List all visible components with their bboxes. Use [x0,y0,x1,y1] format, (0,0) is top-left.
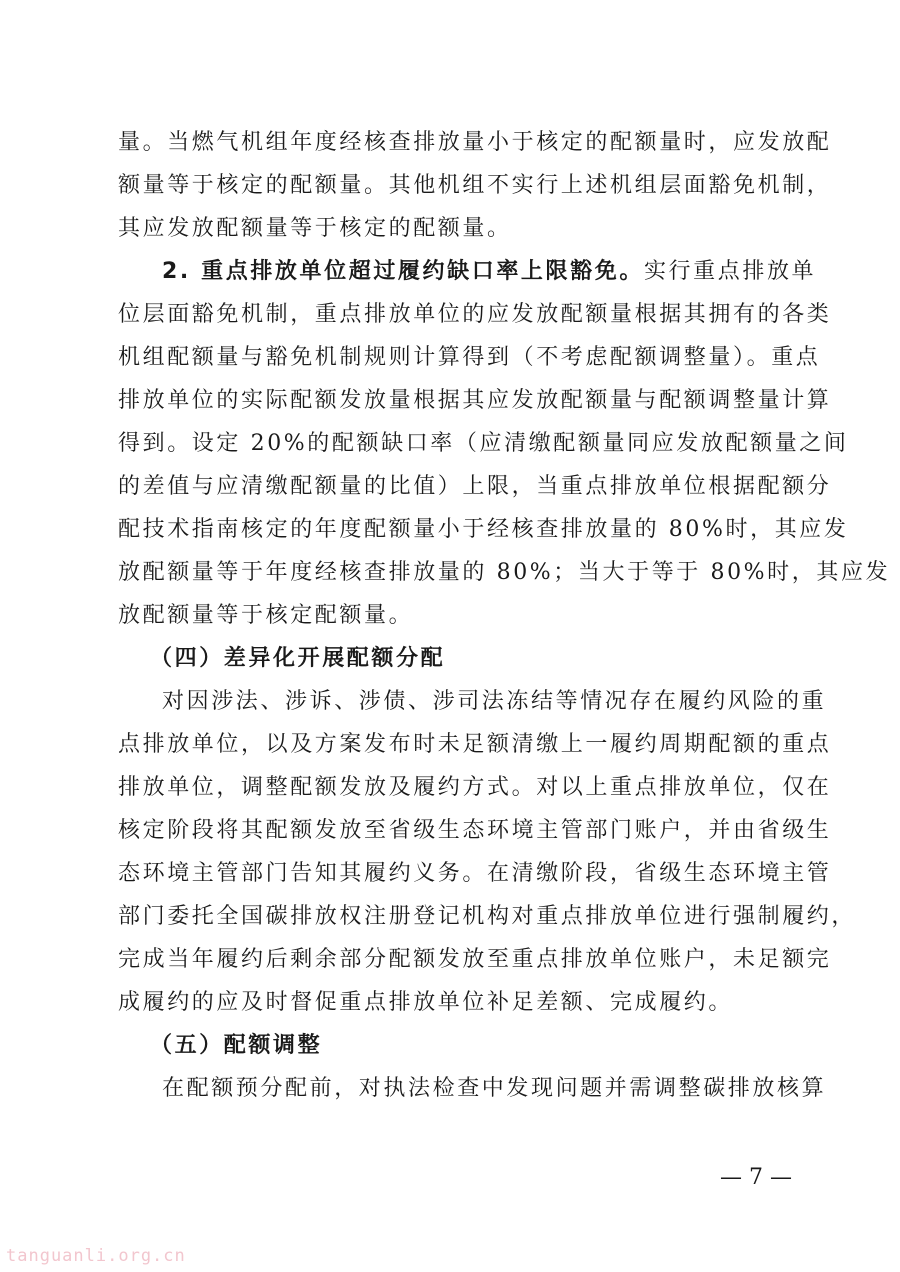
section-heading: （五）配额调整 [150,1033,323,1058]
text-line: 放配额量等于年度经核查排放量的 80%；当大于等于 80%时，其应发 [118,560,891,585]
text-line: 态环境主管部门告知其履约义务。在清缴阶段，省级生态环境主管 [118,861,832,886]
text-line: 核定阶段将其配额发放至省级生态环境主管部门账户，并由省级生 [118,818,832,843]
text-line: 完成当年履约后剩余部分配额发放至重点排放单位账户，未足额完 [118,947,832,972]
text-line: 额量等于核定的配额量。其他机组不实行上述机组层面豁免机制， [118,173,832,198]
item-heading: 2. 重点排放单位超过履约缺口率上限豁免。 [162,259,644,284]
text-line: 对因涉法、涉诉、涉债、涉司法冻结等情况存在履约风险的重 [162,689,827,714]
section-heading: （四）差异化开展配额分配 [150,646,446,671]
text-line: 排放单位，调整配额发放及履约方式。对以上重点排放单位，仅在 [118,775,832,800]
text-line: 放配额量等于核定配额量。 [118,603,414,628]
text-line: 量。当燃气机组年度经核查排放量小于核定的配额量时，应发放配 [118,130,832,155]
text-line: 得到。设定 20%的配额缺口率（应清缴配额量同应发放配额量之间 [118,431,849,456]
text-line: 成履约的应及时督促重点排放单位补足差额、完成履约。 [118,990,734,1015]
text-line: 位层面豁免机制，重点排放单位的应发放配额量根据其拥有的各类 [118,302,832,327]
text-line: 在配额预分配前，对执法检查中发现问题并需调整碳排放核算 [162,1076,827,1101]
text-line: 的差值与应清缴配额量的比值）上限，当重点排放单位根据配额分 [118,474,832,499]
page-number: — 7 — [720,1165,792,1190]
text-line: 部门委托全国碳排放权注册登记机构对重点排放单位进行强制履约， [118,904,857,929]
text-line [162,257,816,287]
text-line: 配技术指南核定的年度配额量小于经核查排放量的 80%时，其应发 [118,517,849,542]
text-line: 点排放单位，以及方案发布时未足额清缴上一履约周期配额的重点 [118,732,832,757]
text-line: 其应发放配额量等于核定的配额量。 [118,216,512,241]
text-line: 排放单位的实际配额发放量根据其应发放配额量与配额调整量计算 [118,388,832,413]
watermark-text: tanguanli.org.cn [6,1246,186,1266]
text-run: 实行重点排放单 [643,259,817,284]
text-line: 机组配额量与豁免机制规则计算得到（不考虑配额调整量）。重点 [118,345,821,370]
